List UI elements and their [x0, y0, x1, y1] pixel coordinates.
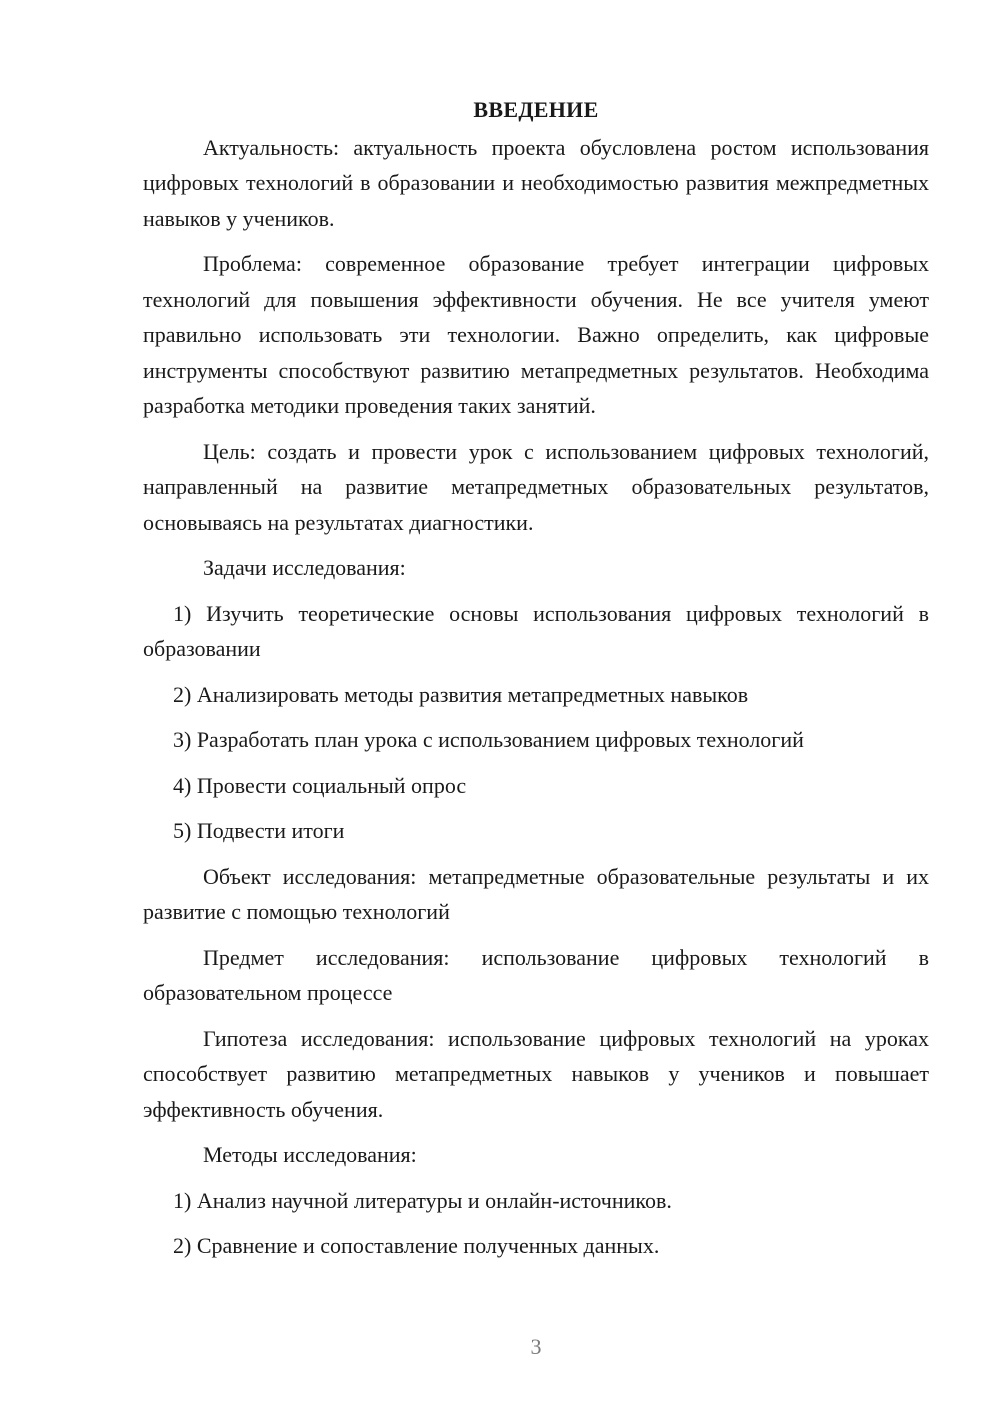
paragraph-subject: Предмет исследования: использование цифровых технологий в образовательном процессе	[143, 944, 929, 1005]
paragraph-hypothesis: Гипотеза исследования: использование цифровых технологий на уроках способствует развитию метапредметных навыков у учеников и повышает эффективность обучения.	[143, 1025, 929, 1122]
page-content	[143, 92, 929, 1274]
task-item-4: 4) Провести социальный опрос	[173, 772, 467, 798]
page-number: 3	[530, 1334, 542, 1359]
task-item-5: 5) Подвести итоги	[173, 818, 345, 843]
task-item-3: 3) Разработать план урока с использованием цифровых технологий	[173, 727, 804, 752]
task-item-1: 1) Изучить теоретические основы использования цифровых технологий в образовании	[143, 600, 929, 661]
tasks-heading: Задачи исследования:	[203, 555, 406, 580]
paragraph-object: Объект исследования: метапредметные образовательные результаты и их развитие с помощью технологий	[143, 863, 929, 924]
paragraph-goal: Цель: создать и провести урок с использованием цифровых технологий, направленный на развитие метапредметных образовательных результатов, основываясь на результатах диагностики.	[143, 438, 929, 535]
paragraph-problem: Проблема: современное образование требует интеграции цифровых технологий для повышения эффективности обучения. Не все учителя умеют правильно использовать эти технологии. Важно определить, как цифровые инструменты способствуют развитию метапредметных результатов. Необходима разработка методики проведения таких занятий.	[143, 251, 929, 418]
task-item-2: 2) Анализировать методы развития метапредметных навыков	[173, 681, 749, 707]
page-title: ВВЕДЕНИЕ	[473, 97, 599, 122]
method-item-2: 2) Сравнение и сопоставление полученных данных.	[173, 1233, 660, 1258]
method-item-1: 1) Анализ научной литературы и онлайн-источников.	[173, 1187, 672, 1213]
methods-heading: Методы исследования:	[203, 1142, 417, 1167]
paragraph-relevance: Актуальность: актуальность проекта обусловлена ростом использования цифровых технологий в образовании и необходимостью развития межпредметных навыков у учеников.	[143, 134, 929, 231]
